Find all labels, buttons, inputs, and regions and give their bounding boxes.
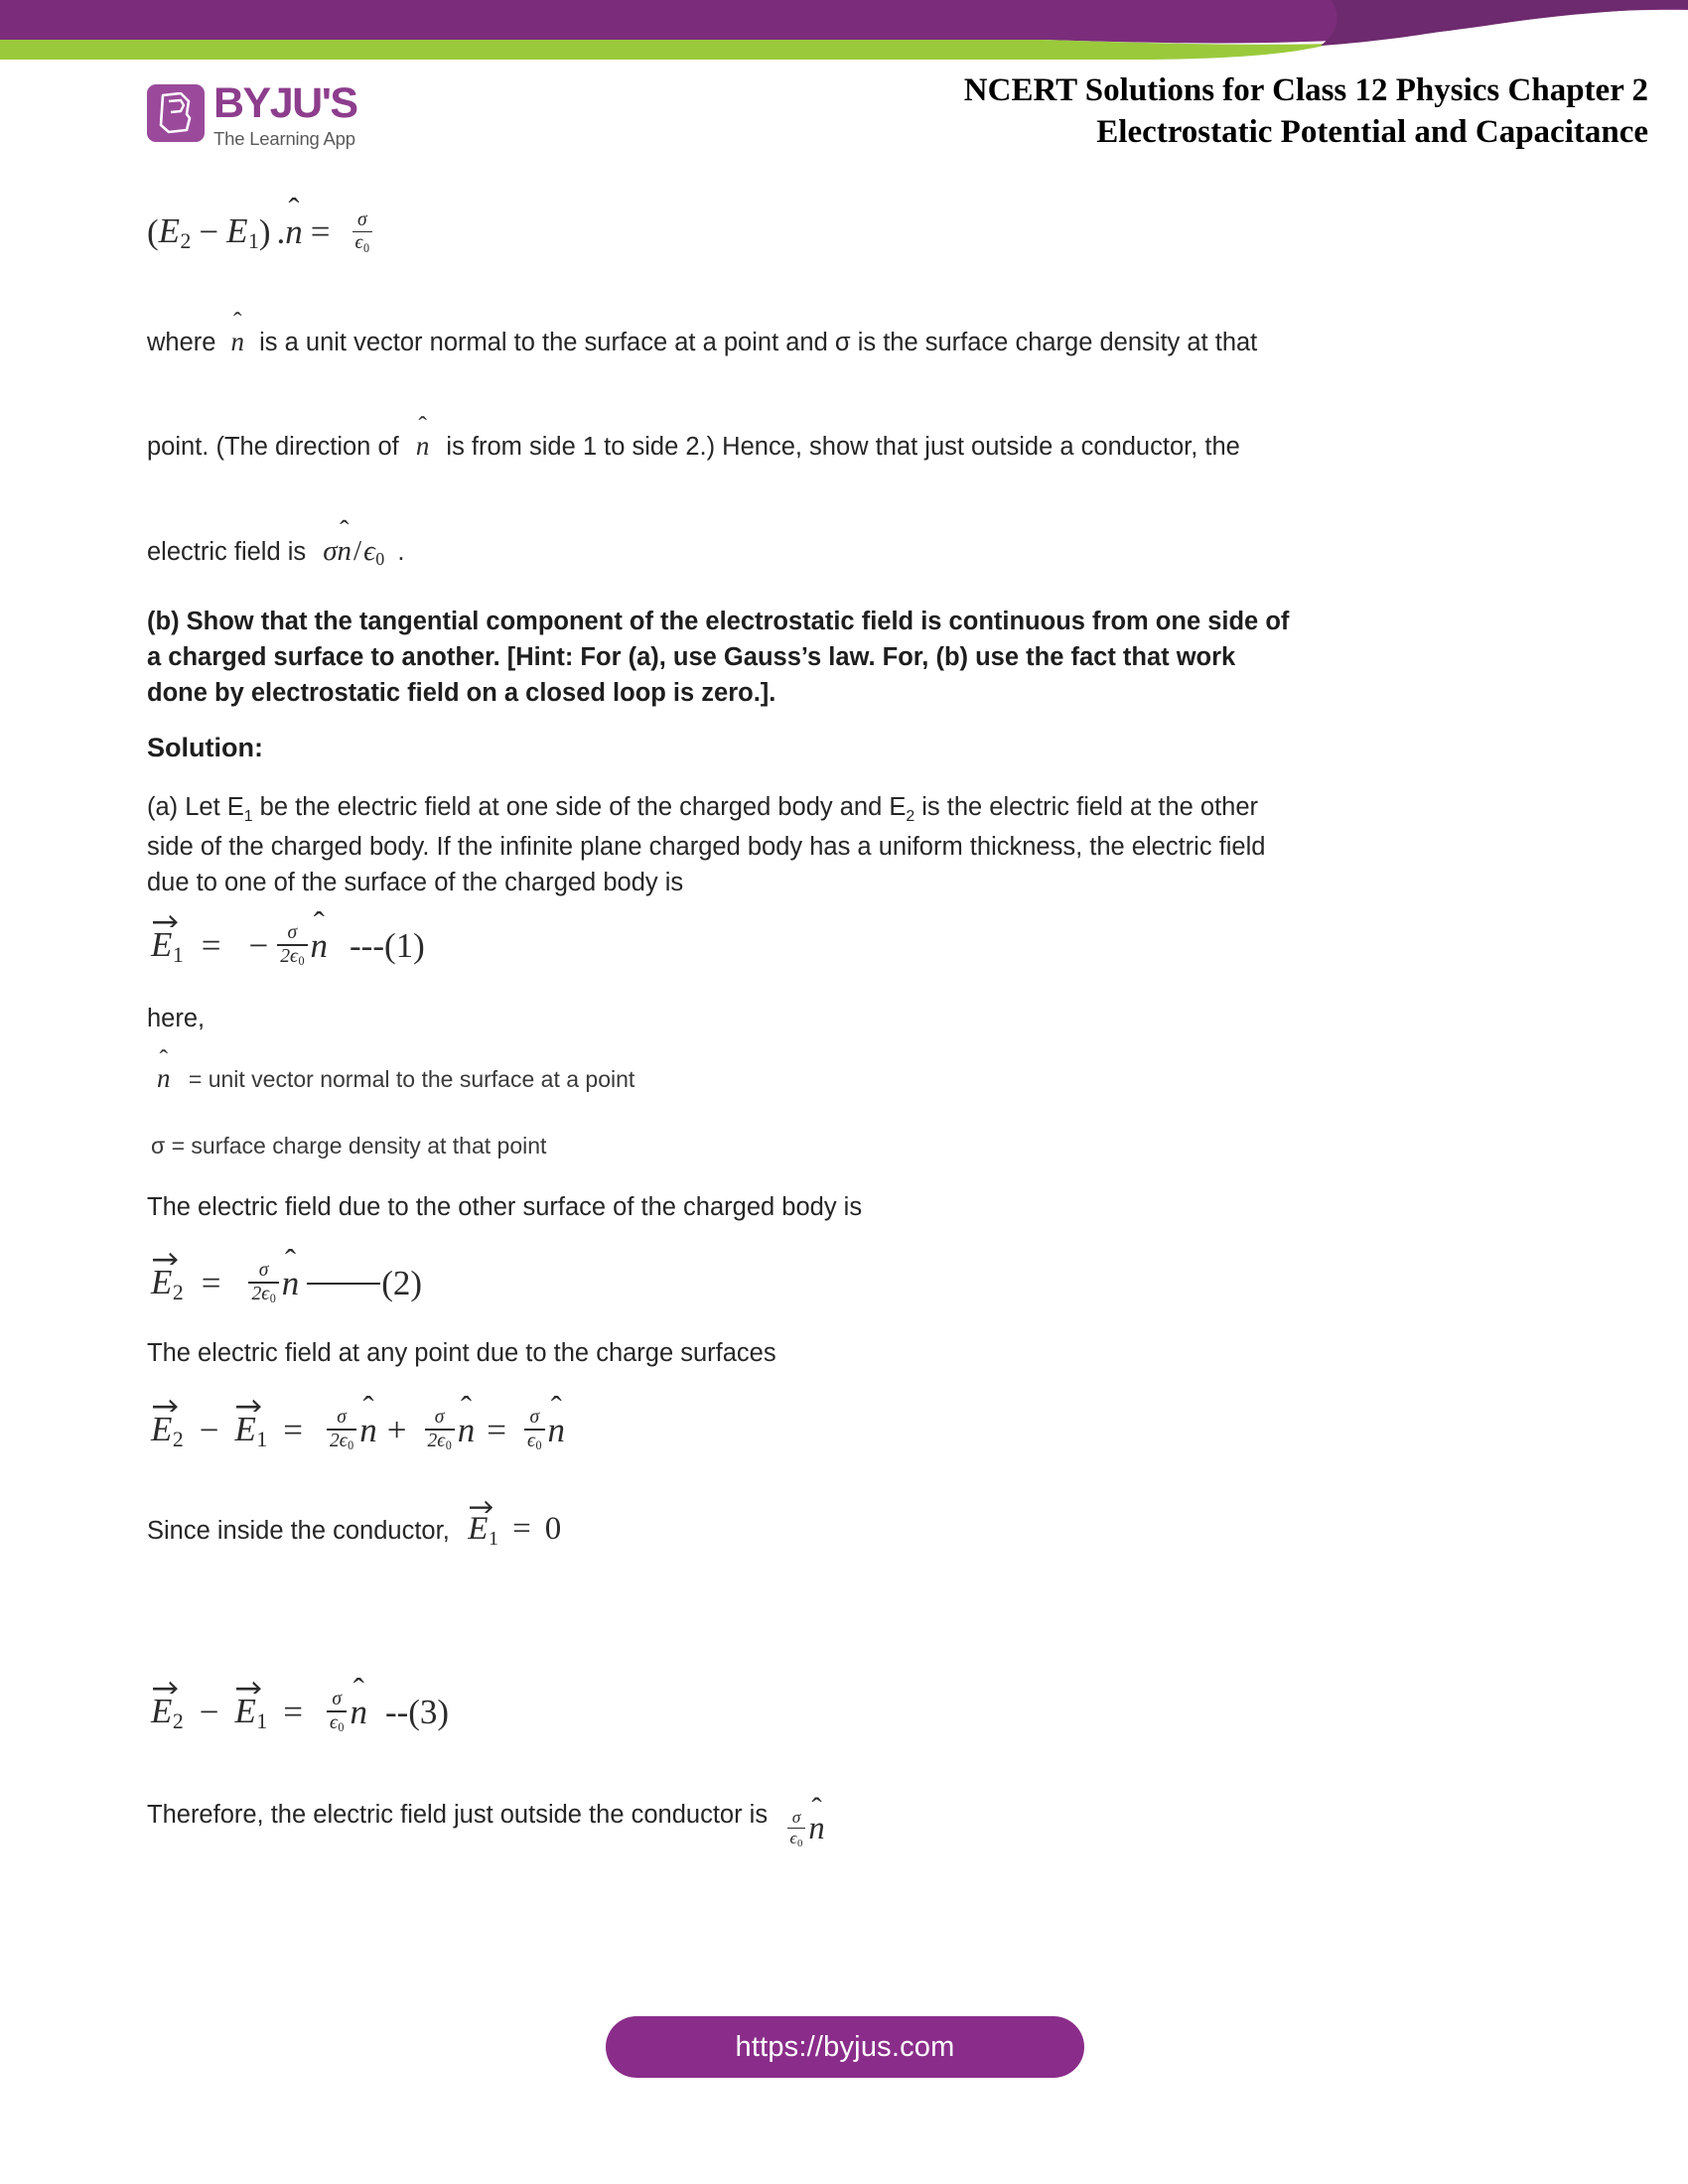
- paragraph-any-point: The electric field at any point due to the charge surfaces: [147, 1339, 776, 1367]
- equals-operator: =: [201, 1263, 221, 1302]
- where-prefix: where: [147, 329, 216, 356]
- banner-shapes: [0, 0, 1688, 60]
- minus-operator: −: [199, 1692, 219, 1731]
- equals-operator: =: [283, 1410, 303, 1449]
- equation-leader-rule: [307, 1283, 380, 1285]
- period: .: [397, 538, 405, 567]
- direction-suffix: is from side 1 to side 2.) Hence, show that just outside a conductor, the: [446, 433, 1240, 461]
- solution-a-line-2: side of the charged body. If the infinite plane charged body has a uniform thickness, the electric field: [147, 832, 1266, 861]
- fraction-sigma-over-eps0: [327, 1690, 347, 1733]
- minus-operator: −: [199, 212, 219, 252]
- part-b-line-3: done by electrostatic field on a closed loop is zero.].: [147, 679, 776, 708]
- question-part-b: [147, 604, 1577, 712]
- fraction-sigma-over-2eps0-first: [327, 1408, 356, 1451]
- symbol-E1-vector: $E_1$: [151, 923, 184, 968]
- equation-number-2: (2): [381, 1263, 423, 1302]
- symbol-n-hat-3: n: [547, 1410, 566, 1449]
- vector-arrow-icon: [153, 913, 180, 928]
- symbol-n-hat: n: [281, 1263, 300, 1302]
- fraction-numerator: σ: [287, 922, 298, 944]
- fraction-numerator: σ: [337, 1407, 347, 1429]
- definition-sigma: σ = surface charge density at that point: [151, 1133, 547, 1159]
- equals-operator: =: [201, 925, 221, 965]
- fraction-denominator: $2\epsilon_0$: [251, 1283, 276, 1306]
- conclusion-line: [147, 1797, 825, 1849]
- part-b-line-1: (b) Show that the tangential component of the electrostatic field is continuous from one side of: [147, 608, 1290, 635]
- equation-sum: [151, 1408, 565, 1452]
- equals-operator: =: [512, 1511, 531, 1548]
- symbol-E1-vector: $E_1$: [234, 1408, 267, 1452]
- symbol-sigma: σ: [323, 535, 338, 568]
- fraction-sigma-over-eps0: [352, 210, 372, 254]
- page-header: [0, 62, 1688, 176]
- symbol-n-hat: n: [350, 1692, 367, 1731]
- conclusion-text: Therefore, the electric field just outside the conductor is: [147, 1801, 769, 1829]
- vector-arrow-icon: [153, 1251, 180, 1266]
- definition-n-hat: [157, 1060, 634, 1098]
- expression-sigma-over-eps0-nhat: [784, 1809, 825, 1849]
- part-b-line-2: a charged surface to another. [Hint: For (a), use Gauss’s law. For, (b) use the fact that work: [147, 643, 1236, 672]
- fraction-numerator: σ: [529, 1407, 540, 1429]
- fraction-numerator: σ: [356, 209, 367, 230]
- symbol-n-hat: n: [808, 1811, 825, 1847]
- fraction-denominator: $2\epsilon_0$: [427, 1430, 452, 1453]
- symbol-E2: $E_2$: [158, 210, 192, 253]
- fraction-denominator: $2\epsilon_0$: [280, 945, 305, 969]
- line-inside-conductor: [147, 1509, 561, 1551]
- equation-boundary-condition: [147, 210, 375, 254]
- equation-1: [151, 923, 425, 968]
- inline-n-hat-icon: n: [230, 327, 245, 356]
- paragraph-where-nhat: [147, 323, 1557, 360]
- symbol-E1-vector: $E_1$: [468, 1509, 498, 1551]
- equals-operator: =: [283, 1692, 303, 1731]
- paragraph-other-surface: The electric field due to the other surface of the charged body is: [147, 1193, 863, 1221]
- fraction-sigma-over-2eps0-second: [425, 1408, 455, 1451]
- efield-prefix: electric field is: [147, 538, 307, 567]
- fraction-sigma-over-2eps0: [248, 1261, 278, 1304]
- inside-conductor-text: Since inside the conductor,: [147, 1517, 450, 1545]
- definition-n-hat-text: = unit vector normal to the surface at a point: [188, 1066, 635, 1092]
- page-title-line-2: Electrostatic Potential and Capacitance: [1096, 114, 1648, 151]
- symbol-n-hat: n: [310, 925, 329, 965]
- value-zero: 0: [544, 1511, 562, 1548]
- vector-arrow-icon: [470, 1499, 494, 1513]
- slash-operator: /: [353, 535, 362, 568]
- symbol-n-hat: n: [157, 1063, 171, 1093]
- byjus-logo: [147, 79, 357, 150]
- symbol-n-hat: n: [337, 535, 352, 568]
- vector-arrow-icon: [153, 1680, 180, 1695]
- symbol-n-hat: n: [285, 212, 303, 252]
- vector-arrow-icon: [236, 1398, 263, 1413]
- logo-tagline: The Learning App: [213, 127, 355, 149]
- solution-a-line-3: due to one of the surface of the charged body is: [147, 868, 684, 896]
- fraction-denominator: $\epsilon_0$: [329, 1711, 345, 1735]
- paragraph-direction-nhat: [147, 427, 1557, 465]
- fraction-denominator: $2\epsilon_0$: [329, 1430, 354, 1453]
- logo-wordmark: BYJU'S: [213, 79, 357, 127]
- plus-operator: +: [386, 1410, 407, 1449]
- symbol-E2-vector: $E_2$: [151, 1408, 184, 1452]
- fraction-sigma-over-eps0: [524, 1408, 544, 1451]
- page-title: [964, 69, 1648, 153]
- symbol-eps0: $\epsilon_0$: [363, 535, 385, 570]
- where-suffix: is a unit vector normal to the surface at a point and σ is the surface charge density at that: [259, 329, 1258, 356]
- equals-operator: =: [310, 212, 331, 252]
- symbol-E2-vector: $E_2$: [151, 1690, 184, 1734]
- equals-operator-2: =: [487, 1410, 507, 1449]
- direction-prefix: point. (The direction of: [147, 433, 399, 461]
- fraction-denominator: $\epsilon_0$: [789, 1829, 803, 1850]
- equation-number-3: --(3): [384, 1692, 450, 1731]
- inline-n-hat-icon-2: n: [415, 431, 430, 461]
- minus-sign: −: [248, 925, 269, 965]
- fraction-denominator: $\epsilon_0$: [527, 1430, 542, 1453]
- symbol-E1-vector: $E_1$: [234, 1690, 267, 1734]
- equation-2: [151, 1261, 422, 1305]
- byjus-website-link[interactable]: https://byjus.com: [606, 2016, 1084, 2078]
- byjus-logo-mark-icon: [147, 84, 205, 142]
- solution-a-line-1: (a) Let $E_1$ be the electric field at one side of the charged body and $E_2$ is the electric field at the other: [147, 793, 1259, 826]
- vector-arrow-icon: [236, 1680, 263, 1695]
- paren-open: (: [147, 212, 159, 252]
- solution-heading: Solution:: [147, 733, 263, 762]
- expression-sigma-nhat-over-eps0: [323, 531, 384, 573]
- symbol-E2-vector: $E_2$: [151, 1261, 184, 1305]
- here-label: here,: [147, 1005, 206, 1032]
- symbol-n-hat-2: n: [457, 1410, 476, 1449]
- symbol-n-hat-1: n: [359, 1410, 377, 1449]
- fraction-numerator: σ: [434, 1407, 445, 1429]
- equation-number-1: ---(1): [350, 925, 425, 965]
- minus-operator: −: [199, 1410, 219, 1449]
- symbol-E1: $E_1$: [226, 210, 259, 253]
- vector-arrow-icon: [153, 1398, 180, 1413]
- fraction-sigma-over-eps0: [787, 1809, 806, 1849]
- fraction-denominator: $\epsilon_0$: [354, 232, 370, 255]
- banner-green-shape: [0, 40, 1331, 60]
- fraction-numerator: σ: [332, 1689, 343, 1710]
- fraction-numerator: σ: [258, 1260, 269, 1282]
- fraction-numerator: σ: [791, 1808, 801, 1827]
- dot-operator: .: [276, 212, 286, 252]
- paragraph-electric-field-value: [147, 531, 404, 573]
- fraction-sigma-over-2eps0: [277, 923, 307, 967]
- solution-part-a-paragraph: [147, 789, 1577, 900]
- page-title-line-1: NCERT Solutions for Class 12 Physics Chapter 2: [963, 72, 1648, 108]
- logo-b-glyph-icon: [159, 92, 193, 134]
- paren-close: ): [258, 212, 271, 252]
- equation-3: [151, 1690, 449, 1734]
- top-decorative-banner: [0, 0, 1688, 60]
